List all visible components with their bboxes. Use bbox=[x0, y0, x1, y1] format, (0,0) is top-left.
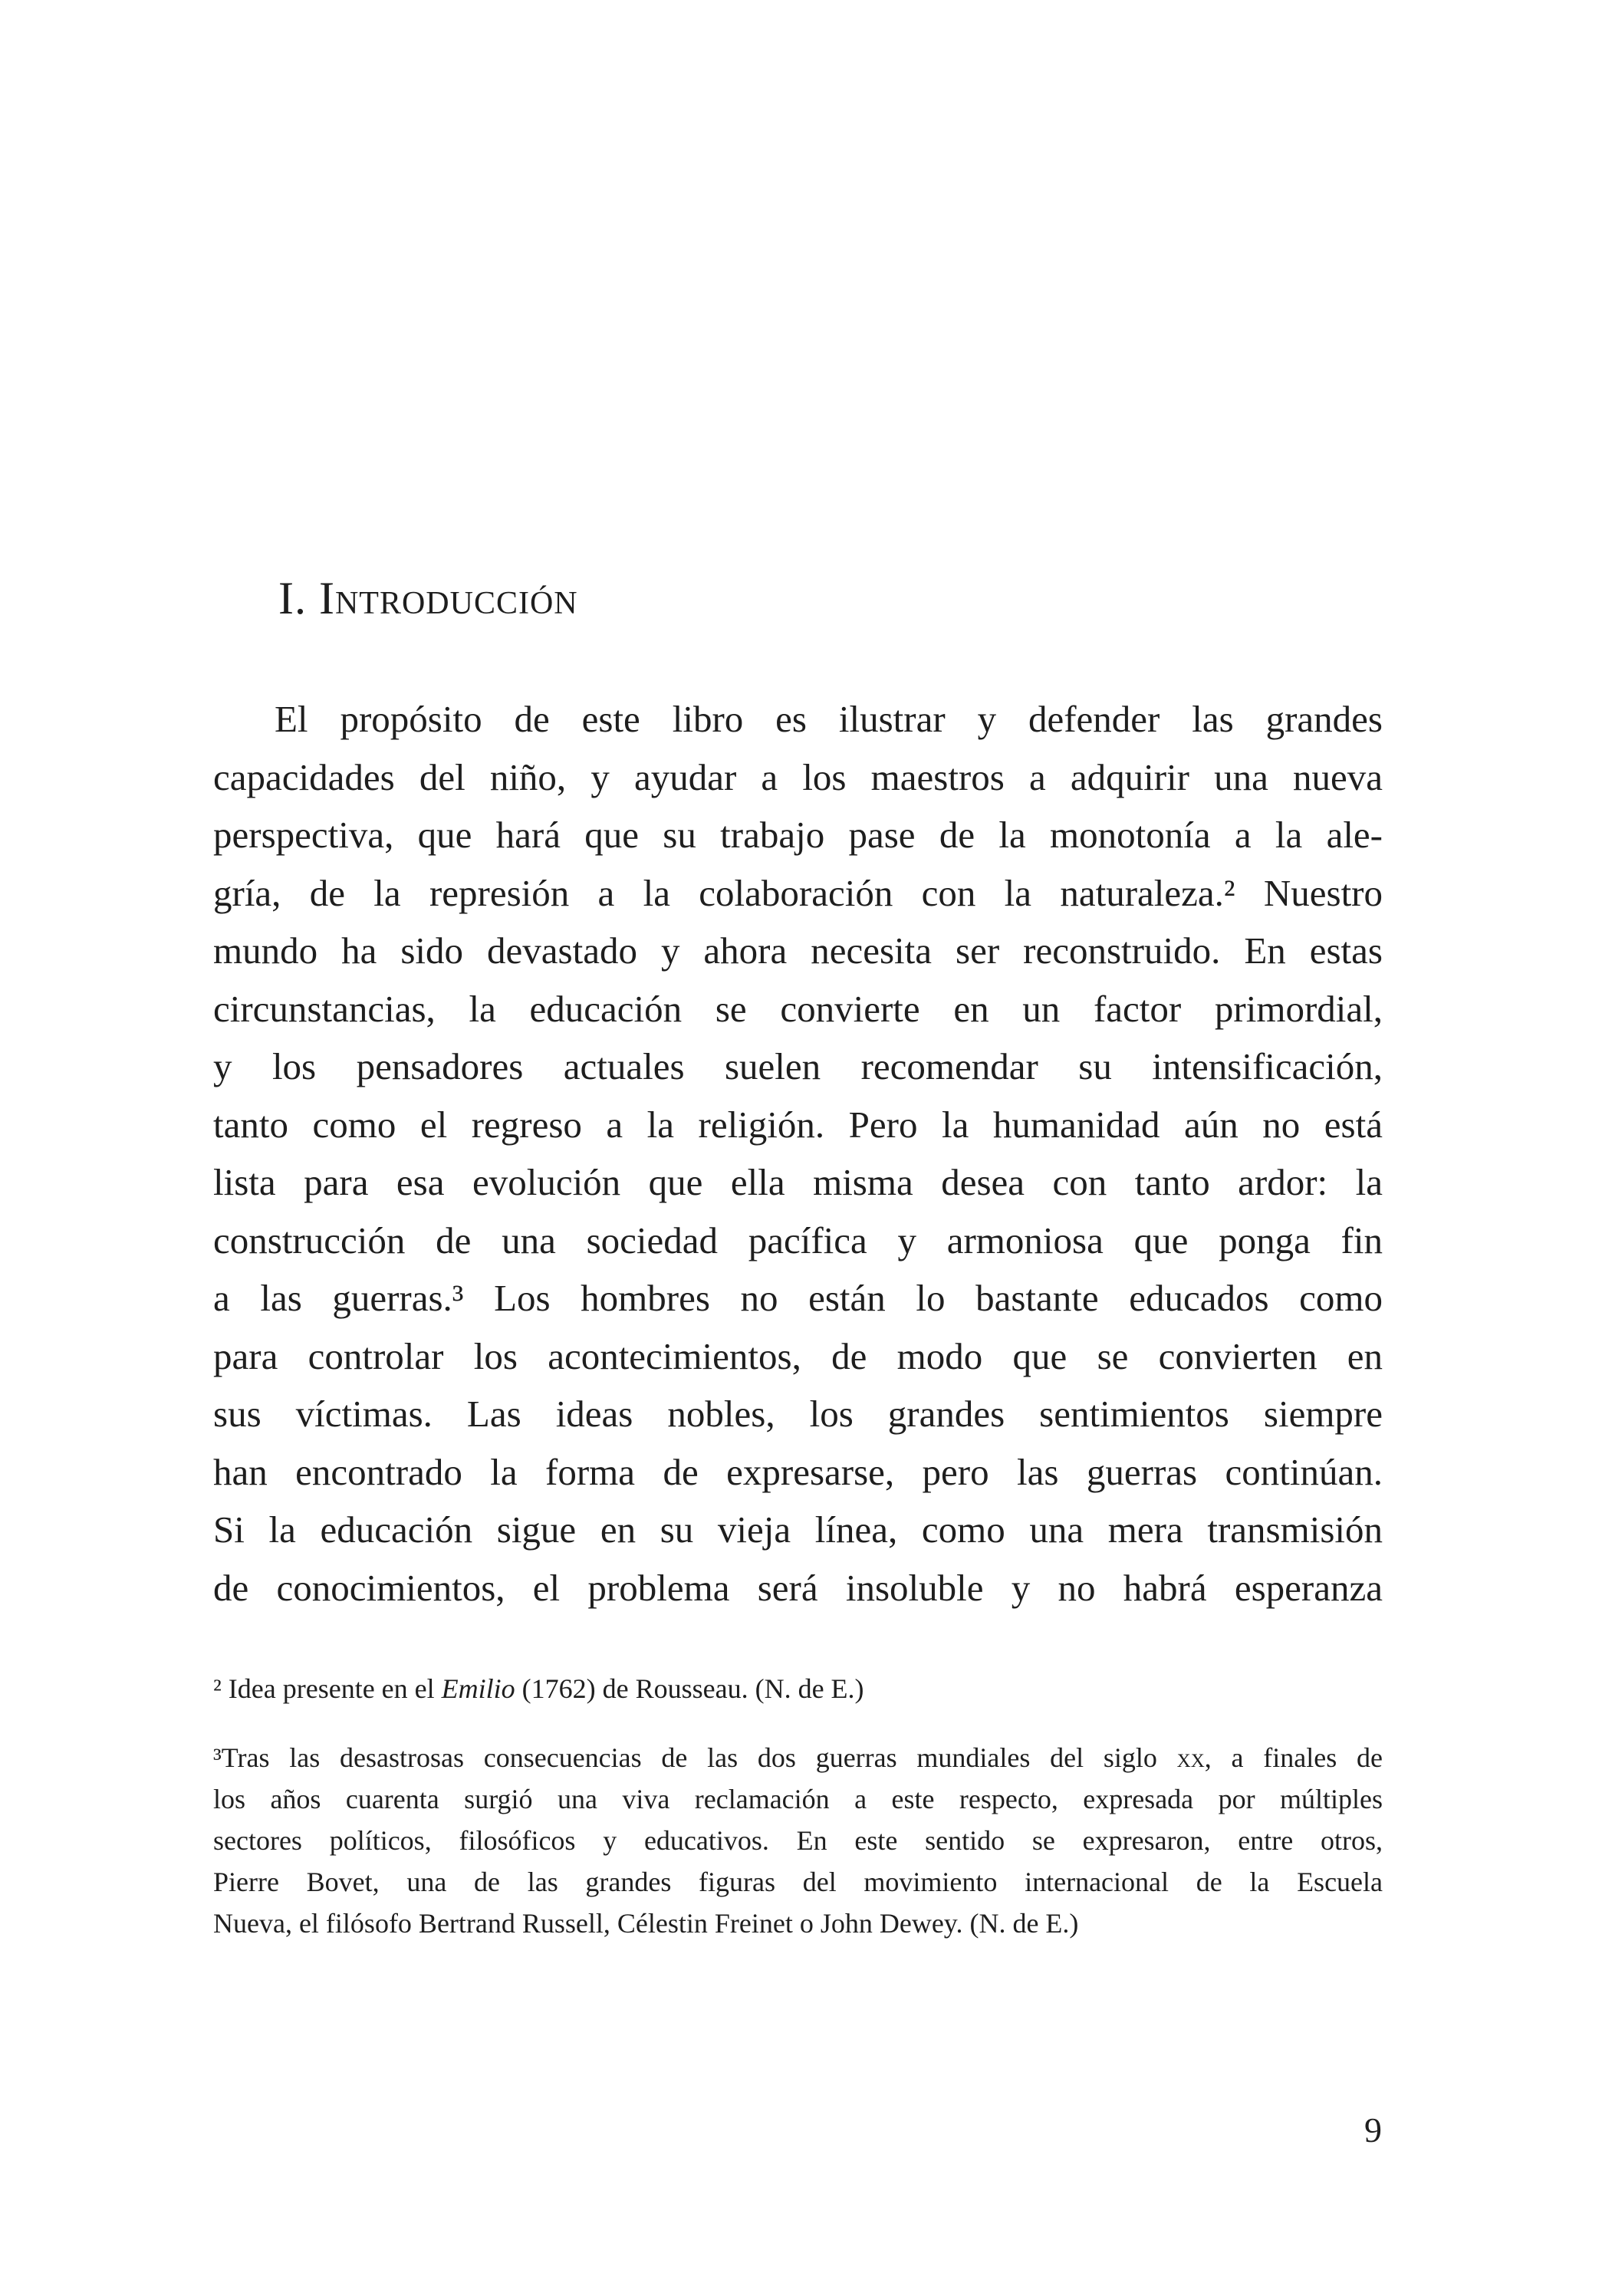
body-line: mundo ha sido devastado y ahora necesita ser reconstruido. En estas bbox=[213, 929, 1383, 972]
body-line: a las guerras.³ Los hombres no están lo bastante educados como bbox=[213, 1277, 1383, 1319]
footnote-marker: ² bbox=[213, 1673, 222, 1704]
footnotes bbox=[213, 1668, 1383, 1944]
chapter-heading bbox=[278, 567, 578, 629]
footnote-2: ² Idea presente en el Emilio (1762) de Rousseau. (N. de E.) bbox=[213, 1673, 864, 1704]
body-line: perspectiva, que hará que su trabajo pase de la monotonía a la ale- bbox=[213, 814, 1383, 856]
footnote-3-line: Nueva, el filósofo Bertrand Russell, Célestin Freinet o John Dewey. (N. de E.) bbox=[213, 1908, 1079, 1939]
body-line: gría, de la represión a la colaboración con la naturaleza.² Nuestro bbox=[213, 871, 1383, 914]
body-line: tanto como el regreso a la religión. Pero la humanidad aún no está bbox=[213, 1103, 1383, 1146]
footnote-marker: ³ bbox=[213, 1742, 222, 1773]
body-line: de conocimientos, el problema será insoluble y no habrá esperanza bbox=[213, 1566, 1383, 1609]
body-line: sus víctimas. Las ideas nobles, los grandes sentimientos siempre bbox=[213, 1393, 1383, 1435]
body-line: y los pensadores actuales suelen recomendar su intensificación, bbox=[213, 1045, 1383, 1087]
body-line: construcción de una sociedad pacífica y armoniosa que ponga fin bbox=[213, 1219, 1383, 1261]
footnote-3-line: Pierre Bovet, una de las grandes figuras del movimiento internacional de la Escuela bbox=[213, 1867, 1383, 1897]
chapter-title: Introducción bbox=[318, 573, 578, 623]
body-line: han encontrado la forma de expresarse, pero las guerras continúan. bbox=[213, 1450, 1383, 1493]
page-number: 9 bbox=[1364, 2110, 1382, 2150]
footnote-3-line: ³Tras las desastrosas consecuencias de las dos guerras mundiales del siglo xx, a finales de bbox=[213, 1742, 1383, 1773]
body-line: para controlar los acontecimientos, de modo que se convierten en bbox=[213, 1334, 1383, 1377]
century-numeral: xx bbox=[1176, 1742, 1205, 1773]
body-line: El propósito de este libro es ilustrar y defender las grandes bbox=[275, 698, 1383, 740]
footnote-3-line: sectores políticos, filosóficos y educativos. En este sentido se expresaron, entre otros, bbox=[213, 1825, 1383, 1856]
body-paragraph bbox=[213, 690, 1383, 1617]
body-line: Si la educación sigue en su vieja línea, como una mera transmisión bbox=[213, 1508, 1383, 1551]
body-line: lista para esa evolución que ella misma desea con tanto ardor: la bbox=[213, 1161, 1383, 1203]
chapter-number: I. bbox=[278, 573, 319, 623]
body-line: circunstancias, la educación se convierte en un factor primordial, bbox=[213, 987, 1383, 1030]
book-title: Emilio bbox=[441, 1673, 515, 1704]
footnote-3-line: los años cuarenta surgió una viva reclamación a este respecto, expresada por múltiples bbox=[213, 1784, 1383, 1814]
body-line: capacidades del niño, y ayudar a los maestros a adquirir una nueva bbox=[213, 755, 1383, 798]
